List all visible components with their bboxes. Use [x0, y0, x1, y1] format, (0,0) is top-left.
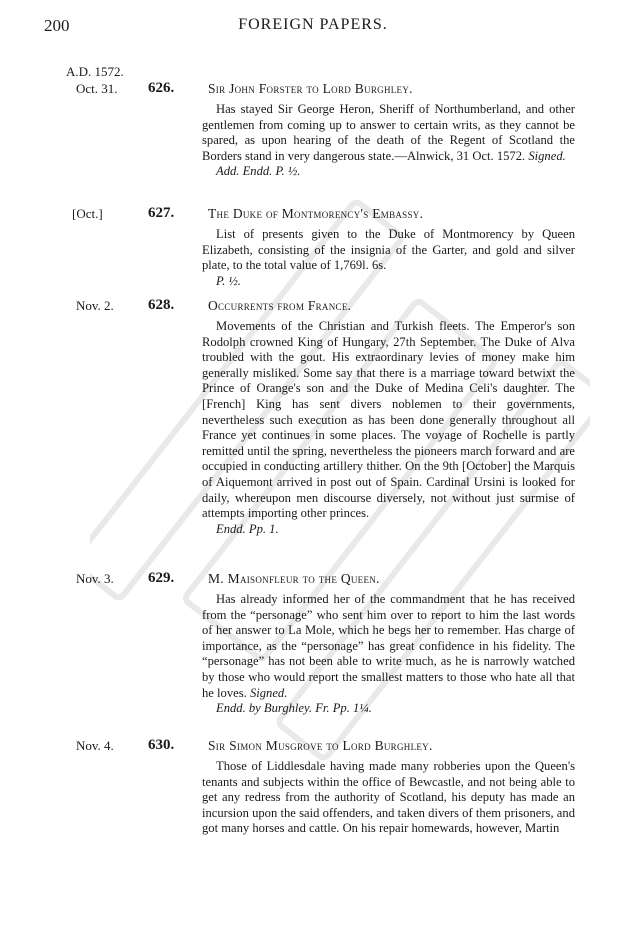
- entry-date: [Oct.]: [72, 206, 103, 221]
- entry-number: 630.: [148, 737, 175, 753]
- entry-number: 629.: [148, 570, 175, 586]
- page-header: [44, 16, 582, 38]
- entry-signed: Signed.: [528, 148, 566, 163]
- entry-title: Sir John Forster to Lord Burghley.: [208, 81, 413, 96]
- entry-body: [202, 102, 575, 180]
- entry-text: Those of Liddlesdale having made many robberies upon the Queen's tenants and subjects within the office of Bewcastle, and not being able to get any redress from the authority of Scotland, his deputy has made an incursion upon the said offenders, and taken divers of them prisoners, and got many horses and cattle. On his repair homewards, however, Martin: [202, 759, 575, 836]
- entry-text: Movements of the Christian and Turkish fleets. The Emperor's son Rodolph crowned King of Hungary, 27th September. The Duke of Alva troubled with the gout. His extraordinary levies of money make him generally misliked. Some say that there is a marriage toward betwixt the Prince of Orange's son and the Duke of Medina Celi's daughter. The [French] King has sent divers noblemen to their governments, nevertheless such execution as has been done generally throughout all France yet continues in some places. The voyage of Rochelle is partly remitted until the spring, nevertheless the pioneers march forward and are occupied in conducting artillery thither. On the 9th [October] the Marquis of Aiquemont arrived in post out of Spain. Cardinal Ursini is looked for daily, whereupon men discourse diversely, not without just surmise of attempts importing other princes.: [202, 319, 575, 521]
- entry-number: 628.: [148, 297, 175, 313]
- entry-date: Nov. 4.: [76, 738, 114, 753]
- entry-text: List of presents given to the Duke of Montmorency by Queen Elizabeth, consisting of the insignia of the Garter, and gold and silver plate, to the total value of 1,769l. 6s.: [202, 227, 575, 273]
- entry-endorsement: P. ½.: [216, 273, 241, 288]
- entry-body: [202, 759, 575, 837]
- entry-title: M. Maisonfleur to the Queen.: [208, 571, 380, 586]
- entry-number: 626.: [148, 80, 175, 96]
- entry-text: Has stayed Sir George Heron, Sheriff of Northumberland, and other gentlemen from coming up to answer to certain writs, as they cannot be spared, as upon hearing of the death of the Regent of Scotland the Borders stand in very dangerous state.—Alnwick, 31 Oct. 1572.: [202, 102, 575, 163]
- entry-date: Nov. 2.: [76, 298, 114, 313]
- entry-text: Has already informed her of the commandment that he has received from the “personage” who sent him over to report to him the last words of her answer to La Mole, which he begs her to remember. Has charge of importance, as the “personage” has great confidence in his fidelity. The “personage” has not been able to write much, as he is narrowly watched by those who would report the smallest matters to those who hate all that he loves.: [202, 592, 575, 700]
- entry-endorsement: Add. Endd. P. ½.: [216, 164, 301, 179]
- page-number: 200: [44, 16, 70, 35]
- entry-date: Oct. 31.: [76, 81, 118, 96]
- entry-number: 627.: [148, 205, 175, 221]
- entry-endorsement: Endd. by Burghley. Fr. Pp. 1¼.: [216, 701, 372, 716]
- entry-title: Sir Simon Musgrove to Lord Burghley.: [208, 738, 433, 753]
- running-head: FOREIGN PAPERS.: [238, 16, 388, 33]
- entry-body: [202, 227, 575, 289]
- entry-body: [202, 592, 575, 717]
- entry-title: The Duke of Montmorency's Embassy.: [208, 206, 424, 221]
- year-label: A.D. 1572.: [66, 64, 124, 79]
- entry-endorsement: Endd. Pp. 1.: [216, 521, 279, 536]
- entry-date: Nov. 3.: [76, 571, 114, 586]
- entry-signed: Signed.: [249, 685, 288, 700]
- entry-body: [202, 319, 575, 537]
- entry-title: Occurrents from France.: [208, 298, 352, 313]
